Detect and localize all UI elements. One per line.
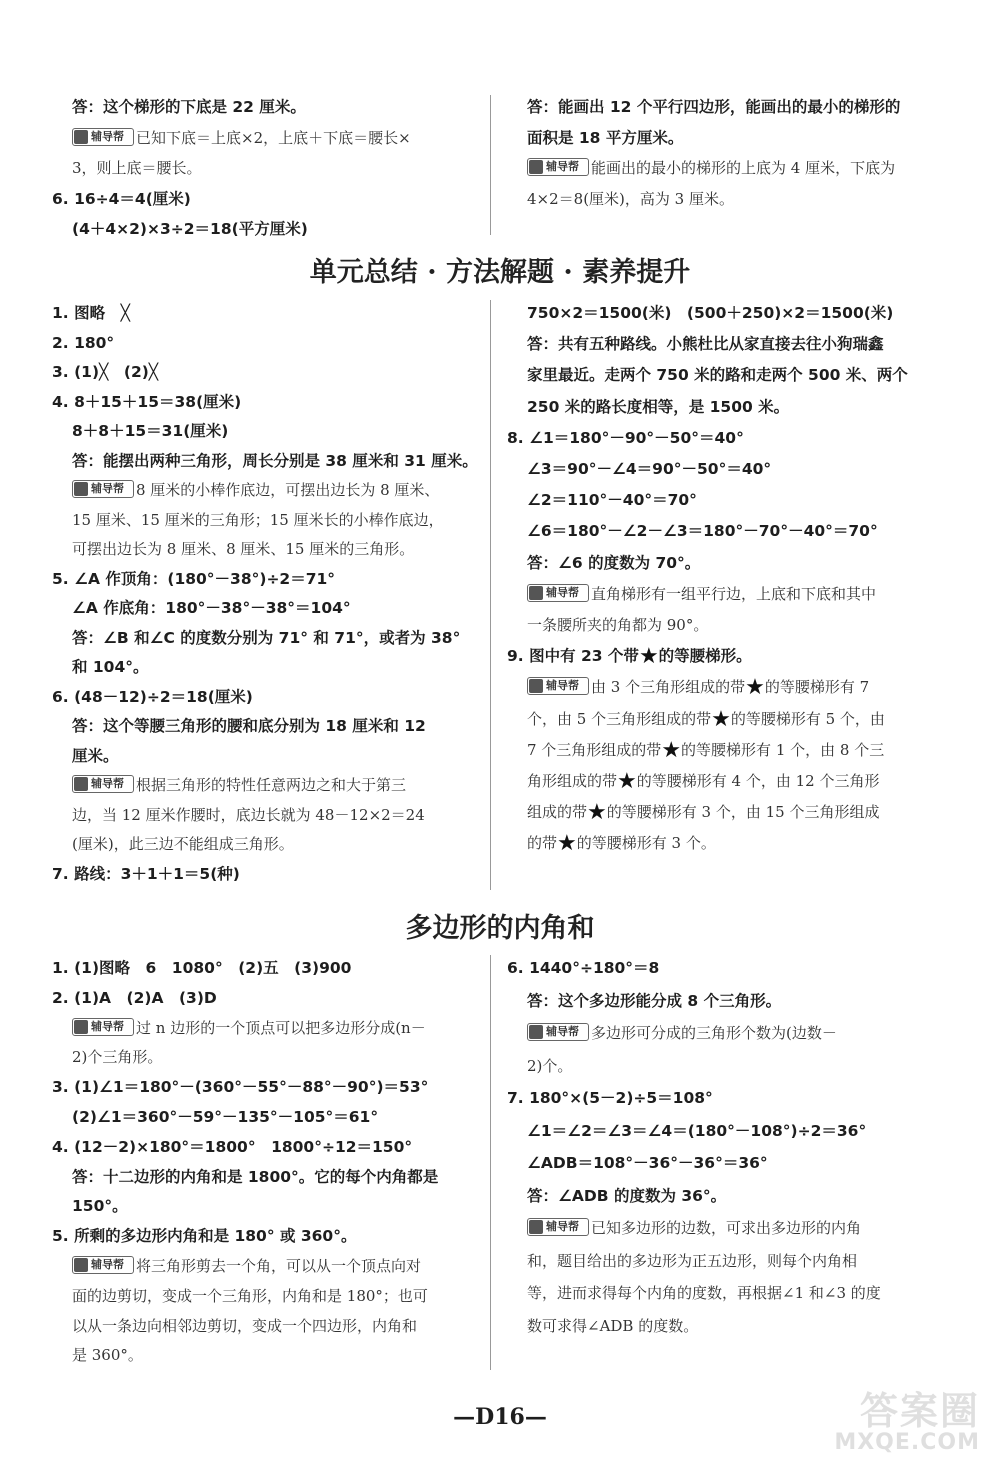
book-icon	[529, 160, 543, 174]
line-text: 2. 180°	[52, 333, 115, 352]
answer-line	[72, 593, 351, 623]
line-text: 答：这个梯形的下底是 22 厘米。	[72, 98, 306, 116]
answer-line	[527, 1148, 768, 1178]
answer-line	[52, 564, 335, 594]
line-text: 答：∠ADB 的度数为 36°。	[527, 1186, 727, 1205]
line-text: 面积是 18 平方厘米。	[527, 128, 684, 147]
explanation-line	[527, 579, 876, 609]
line-text: 答：∠B 和∠C 的度数分别为 71° 和 71°，或者为 38°	[72, 628, 461, 647]
book-icon	[74, 130, 88, 144]
line-text: 8＋8＋15＝31(厘米)	[72, 422, 229, 440]
column-divider	[490, 95, 491, 235]
explanation-line	[72, 475, 439, 505]
line-text: 答：这个等腰三角形的腰和底分别为 18 厘米和 12	[72, 717, 426, 735]
answer-line	[52, 983, 217, 1013]
book-icon	[529, 1220, 543, 1234]
answer-line	[507, 423, 744, 453]
line-text: 15 厘米、15 厘米的三角形；15 厘米长的小棒作底边，	[72, 510, 444, 529]
line-text: 直角梯形有一组平行边，上底和下底和其中	[591, 584, 877, 603]
star-icon: ★	[587, 800, 607, 826]
line-text: 3，则上底＝腰长。	[72, 159, 202, 177]
line-text: ∠1＝∠2＝∠3＝∠4＝(180°－108°)÷2＝36°	[527, 1121, 867, 1140]
book-icon	[529, 586, 543, 600]
line-text: 4×2＝8(厘米)，高为 3 厘米。	[527, 189, 734, 208]
answer-line	[72, 1162, 438, 1192]
answer-line	[527, 123, 683, 153]
explanation-line	[72, 1013, 426, 1043]
helper-tag	[72, 1018, 134, 1036]
line-text: 6. (48－12)÷2＝18(厘米)	[52, 687, 253, 706]
line-text: 将三角形剪去一个角，可以从一个顶点向对	[136, 1257, 422, 1275]
line-text: 答：能画出 12 个平行四边形，能画出的最小的梯形的	[527, 98, 901, 116]
page-number: —D16—	[453, 1404, 547, 1430]
line-text: 答：共有五种路线。小熊杜比从家直接去往小狗瑞鑫	[527, 335, 884, 354]
line-text: 和，题目给出的多边形为正五边形，则每个内角相	[527, 1251, 858, 1270]
helper-tag	[72, 775, 134, 793]
answer-line	[72, 1102, 378, 1132]
helper-tag-label: 辅导帮	[91, 777, 124, 790]
explanation-line	[72, 829, 294, 859]
explanation-line	[527, 704, 885, 734]
explanation-line	[527, 797, 879, 827]
line-text: 角形组成的带★的等腰梯形有 4 个，由 12 个三角形	[527, 769, 880, 794]
answer-line	[527, 360, 908, 390]
book-icon	[74, 1258, 88, 1272]
helper-tag	[527, 677, 589, 695]
answer-line	[527, 516, 878, 546]
watermark-logo	[800, 1380, 980, 1460]
helper-tag-label: 辅导帮	[546, 1220, 579, 1233]
explanation-line	[527, 610, 708, 640]
answer-line	[52, 184, 191, 214]
line-text: 8. ∠1＝180°－90°－50°＝40°	[507, 428, 744, 447]
line-text: 250 米的路长度相等，是 1500 米。	[527, 397, 790, 416]
answer-line	[507, 641, 752, 671]
answer-line	[72, 652, 149, 682]
book-icon	[74, 482, 88, 496]
helper-tag-label: 辅导帮	[91, 1258, 124, 1271]
line-text: 以从一条边向相邻边剪切，变成一个四边形，内角和	[72, 1316, 418, 1335]
explanation-line	[527, 1213, 861, 1243]
explanation-line	[72, 800, 425, 830]
section-title-polygon-angles: 多边形的内角和	[405, 913, 595, 944]
helper-tag	[527, 584, 589, 602]
helper-tag	[527, 1023, 589, 1041]
section-title-unit-summary: 单元总结 · 方法解题 · 素养提升	[309, 257, 691, 288]
line-text: ∠ADB＝108°－36°－36°＝36°	[527, 1154, 768, 1172]
line-text: ∠2＝110°－40°＝70°	[527, 491, 697, 510]
line-text: 150°。	[72, 1197, 128, 1216]
explanation-line	[72, 770, 406, 800]
line-text: 7. 180°×(5－2)÷5＝108°	[507, 1089, 713, 1107]
column-divider	[490, 955, 491, 1370]
line-text: (4＋4×2)×3÷2＝18(平方厘米)	[72, 220, 308, 238]
explanation-line	[72, 1340, 143, 1370]
explanation-line	[72, 1042, 162, 1072]
line-text: 8 厘米的小棒作底边，可摆出边长为 8 厘米、	[136, 481, 440, 499]
answer-line	[527, 485, 697, 515]
answer-line	[527, 1116, 866, 1146]
line-text: 面的边剪切，变成一个三角形，内角和是 180°；也可	[72, 1286, 428, 1305]
helper-tag	[72, 1256, 134, 1274]
explanation-line	[72, 1281, 428, 1311]
explanation-line	[527, 184, 734, 214]
answer-line	[72, 446, 478, 476]
answer-line	[72, 92, 306, 122]
line-text: 过 n 边形的一个顶点可以把多边形分成(n－	[136, 1018, 426, 1037]
line-text: ∠6＝180°－∠2－∠3＝180°－70°－40°＝70°	[527, 522, 878, 541]
helper-tag	[72, 128, 134, 146]
explanation-line	[527, 1278, 881, 1308]
star-icon: ★	[661, 737, 682, 763]
explanation-line	[72, 505, 444, 535]
helper-tag-label: 辅导帮	[91, 1019, 124, 1033]
line-text: 一条腰所夹的角都为 90°。	[527, 616, 709, 634]
helper-tag-label: 辅导帮	[546, 679, 579, 693]
line-text: 数可求得∠ADB 的度数。	[527, 1316, 699, 1335]
line-text: 厘米。	[72, 746, 119, 765]
answer-line	[52, 953, 351, 983]
line-text: 答：这个多边形能分成 8 个三角形。	[527, 991, 782, 1010]
line-text: 2. (1)A (2)A (3)D	[52, 988, 217, 1007]
helper-tag	[527, 1218, 589, 1236]
line-text: 根据三角形的特性任意两边之和大于第三	[136, 776, 407, 794]
line-text: 能画出的最小的梯形的上底为 4 厘米，下底为	[591, 159, 896, 177]
answer-line	[527, 392, 789, 422]
explanation-line	[527, 828, 716, 858]
explanation-line	[72, 123, 411, 153]
line-text: 750×2＝1500(米) (500＋250)×2＝1500(米)	[527, 304, 894, 322]
answer-line	[52, 387, 241, 417]
line-text: 和 104°。	[72, 658, 149, 676]
answer-line	[52, 1221, 356, 1251]
answer-line	[52, 682, 253, 712]
explanation-line	[72, 1311, 417, 1341]
explanation-line	[527, 1311, 698, 1341]
line-text: (厘米)，此三边不能组成三角形。	[72, 835, 294, 853]
answer-line	[52, 1072, 428, 1102]
line-text: 等，进而求得每个内角的度数，再根据∠1 和∠3 的度	[527, 1284, 881, 1302]
line-text: 可摆出边长为 8 厘米、8 厘米、15 厘米的三角形。	[72, 540, 415, 558]
answer-line	[527, 298, 893, 328]
explanation-line	[527, 1246, 857, 1276]
line-text: 多边形可分成的三角形个数为(边数－	[591, 1024, 837, 1042]
line-text: 的带★的等腰梯形有 3 个。	[527, 831, 716, 857]
line-text: 2)个三角形。	[72, 1048, 163, 1067]
answer-line	[527, 548, 700, 578]
explanation-line	[527, 153, 895, 183]
answer-line	[527, 329, 884, 359]
explanation-line	[527, 1018, 837, 1048]
line-text: ∠3＝90°－∠4＝90°－50°＝40°	[527, 460, 772, 478]
explanation-line	[527, 766, 879, 796]
line-text: 6. 1440°÷180°＝8	[507, 959, 660, 977]
book-icon	[529, 679, 543, 693]
line-text: (2)∠1＝360°－59°－135°－105°＝61°	[72, 1108, 379, 1126]
line-text: 个，由 5 个三角形组成的带★的等腰梯形有 5 个，由	[527, 706, 885, 732]
helper-tag-label: 辅导帮	[546, 1025, 579, 1038]
answer-line	[72, 214, 308, 244]
answer-line	[52, 328, 114, 358]
star-icon: ★	[745, 675, 765, 701]
line-text: 已知下底＝上底×2，上底＋下底＝腰长×	[136, 128, 411, 147]
line-text: 答：∠6 的度数为 70°。	[527, 553, 701, 572]
helper-tag-label: 辅导帮	[91, 482, 124, 495]
line-text: 答：十二边形的内角和是 1800°。它的每个内角都是	[72, 1167, 439, 1186]
line-text: 6. 16÷4＝4(厘米)	[52, 189, 191, 208]
answer-line	[527, 1181, 726, 1211]
line-text: 7 个三角形组成的带★的等腰梯形有 1 个，由 8 个三	[527, 737, 885, 763]
watermark-url: MXQE.COM	[834, 1430, 980, 1455]
helper-tag-label: 辅导帮	[546, 160, 579, 173]
line-text: 答：能摆出两种三角形，周长分别是 38 厘米和 31 厘米。	[72, 451, 478, 470]
helper-tag-label: 辅导帮	[546, 585, 579, 599]
line-text: 1. 图略 ╳	[52, 304, 130, 322]
explanation-line	[72, 534, 414, 564]
answer-line	[72, 623, 460, 653]
book-icon	[74, 777, 88, 791]
line-text: 3. (1)∠1＝180°－(360°－55°－88°－90°)＝53°	[52, 1078, 429, 1097]
answer-line	[72, 741, 119, 771]
explanation-line	[527, 1051, 572, 1081]
star-icon: ★	[617, 769, 637, 794]
answer-line	[72, 416, 228, 446]
explanation-line	[72, 153, 202, 183]
line-text: 边，当 12 厘米作腰时，底边长就为 48－12×2＝24	[72, 805, 425, 824]
answer-line	[52, 1132, 412, 1162]
book-icon	[74, 1020, 88, 1034]
line-text: 家里最近。走两个 750 米的路和走两个 500 米、两个	[527, 366, 908, 385]
answer-line	[72, 711, 426, 741]
line-text: 组成的带★的等腰梯形有 3 个，由 15 个三角形组成	[527, 800, 880, 826]
helper-tag-label: 辅导帮	[91, 129, 124, 143]
line-text: 5. ∠A 作顶角：(180°－38°)÷2＝71°	[52, 569, 336, 588]
answer-line	[527, 92, 900, 122]
answer-line	[72, 1191, 128, 1221]
star-icon: ★	[711, 706, 731, 732]
answer-line	[507, 953, 659, 983]
answer-line	[52, 357, 158, 387]
line-text: 3. (1)╳ (2)╳	[52, 363, 159, 381]
line-text: ∠A 作底角：180°－38°－38°＝104°	[72, 599, 351, 617]
line-text: 由 3 个三角形组成的带★的等腰梯形有 7	[591, 675, 870, 701]
column-divider	[490, 300, 491, 890]
star-icon: ★	[557, 831, 577, 857]
line-text: 4. 8＋15＋15＝38(厘米)	[52, 392, 242, 411]
explanation-line	[72, 1251, 421, 1281]
answer-line	[527, 986, 781, 1016]
star-icon: ★	[638, 644, 659, 670]
answer-line	[507, 1083, 713, 1113]
line-text: 7. 路线：3＋1＋1＝5(种)	[52, 864, 240, 883]
helper-tag	[72, 480, 134, 498]
explanation-line	[527, 735, 884, 765]
watermark-text: 答案圈	[859, 1389, 980, 1433]
line-text: 5. 所剩的多边形内角和是 180° 或 360°。	[52, 1227, 357, 1246]
line-text: 9. 图中有 23 个带★的等腰梯形。	[507, 644, 752, 670]
line-text: 4. (12－2)×180°＝1800° 1800°÷12＝150°	[52, 1137, 413, 1156]
line-text: 2)个。	[527, 1056, 573, 1075]
line-text: 1. (1)图略 6 1080° (2)五 (3)900	[52, 959, 352, 977]
explanation-line	[527, 672, 869, 702]
answer-line	[527, 454, 771, 484]
line-text: 已知多边形的边数，可求出多边形的内角	[591, 1219, 862, 1237]
helper-tag	[527, 158, 589, 176]
answer-line	[52, 859, 240, 889]
answer-line	[52, 298, 130, 328]
line-text: 是 360°。	[72, 1346, 143, 1365]
book-icon	[529, 1025, 543, 1039]
